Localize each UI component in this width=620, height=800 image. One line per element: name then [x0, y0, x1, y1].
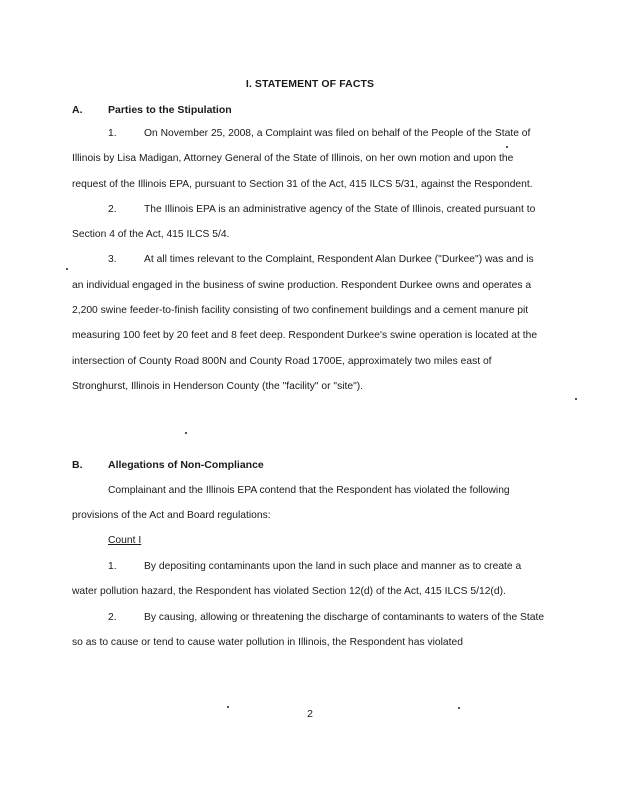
paragraph-text: Complainant and the Illinois EPA contend that the Respondent has violated the following provisions of the Act and Board regulations: — [72, 485, 510, 522]
paragraph — [72, 554, 547, 605]
paragraph-number: 2. — [108, 611, 117, 623]
paragraph-text: At all times relevant to the Complaint, Respondent Alan Durkee ("Durkee") was and is an individual engaged in the business of swine production. Respondent Durkee owns and operates a 2,200 swine feeder-to-finish facility consisting of two confinement buildings and a cement manure pit measuring 100 feet by 20 feet and 8 feet deep. Respondent Durkee's swine operation is located at the intersection of County Road 800N and County Road 1700E, approximately two miles east of Stronghurst, Illinois in Henderson County (the "facility" or "site"). — [72, 254, 538, 392]
paragraph-number: 1. — [108, 561, 117, 572]
section-a-letter: A. — [72, 104, 83, 116]
paragraph-text: By depositing contaminants upon the land in such place and manner as to create a water pollution hazard, the Respondent has violated Section 12(d) of the Act, 415 ILCS 5/12(d). — [72, 561, 522, 598]
scan-speck — [66, 268, 68, 270]
paragraph-text: On November 25, 2008, a Complaint was filed on behalf of the People of the State of Illinois by Lisa Madigan, Attorney General of the State of Illinois, on her own motion and upon the request of the Illinois EPA, pursuant to Section 31 of the Act, 415 ILCS 5/31, against the Respondent. — [72, 128, 533, 190]
paragraph-number: 3. — [108, 254, 117, 266]
paragraph-text: The Illinois EPA is an administrative agency of the State of Illinois, created pursuant to Section 4 of the Act, 415 ILCS 5/4. — [72, 203, 536, 241]
paragraph-number: 2. — [108, 203, 117, 215]
section-b-intro — [72, 478, 547, 529]
scan-speck — [227, 706, 229, 708]
paragraph — [72, 121, 547, 197]
paragraph — [72, 247, 547, 399]
paragraph — [72, 478, 547, 529]
page-number: 2 — [307, 708, 313, 720]
section-b-title: Allegations of Non-Compliance — [108, 459, 264, 471]
paragraph — [72, 197, 547, 248]
page-heading: I. STATEMENT OF FACTS — [245, 78, 375, 90]
section-a-heading — [72, 104, 232, 116]
section-b-heading — [72, 459, 264, 471]
scan-speck — [185, 432, 187, 434]
section-b-letter: B. — [72, 459, 83, 471]
scan-speck — [575, 398, 577, 400]
paragraph-number: 1. — [108, 128, 117, 139]
count-body — [72, 554, 547, 655]
paragraph-text: By causing, allowing or threatening the discharge of contaminants to waters of the State so as to cause or tend to cause water pollution in Illinois, the Respondent has violated — [72, 611, 545, 648]
section-a-body — [72, 121, 547, 399]
scan-speck — [458, 707, 460, 709]
count-label: Count I — [108, 535, 142, 546]
scan-speck — [506, 146, 508, 148]
section-a-title: Parties to the Stipulation — [108, 104, 232, 116]
paragraph — [72, 605, 547, 656]
